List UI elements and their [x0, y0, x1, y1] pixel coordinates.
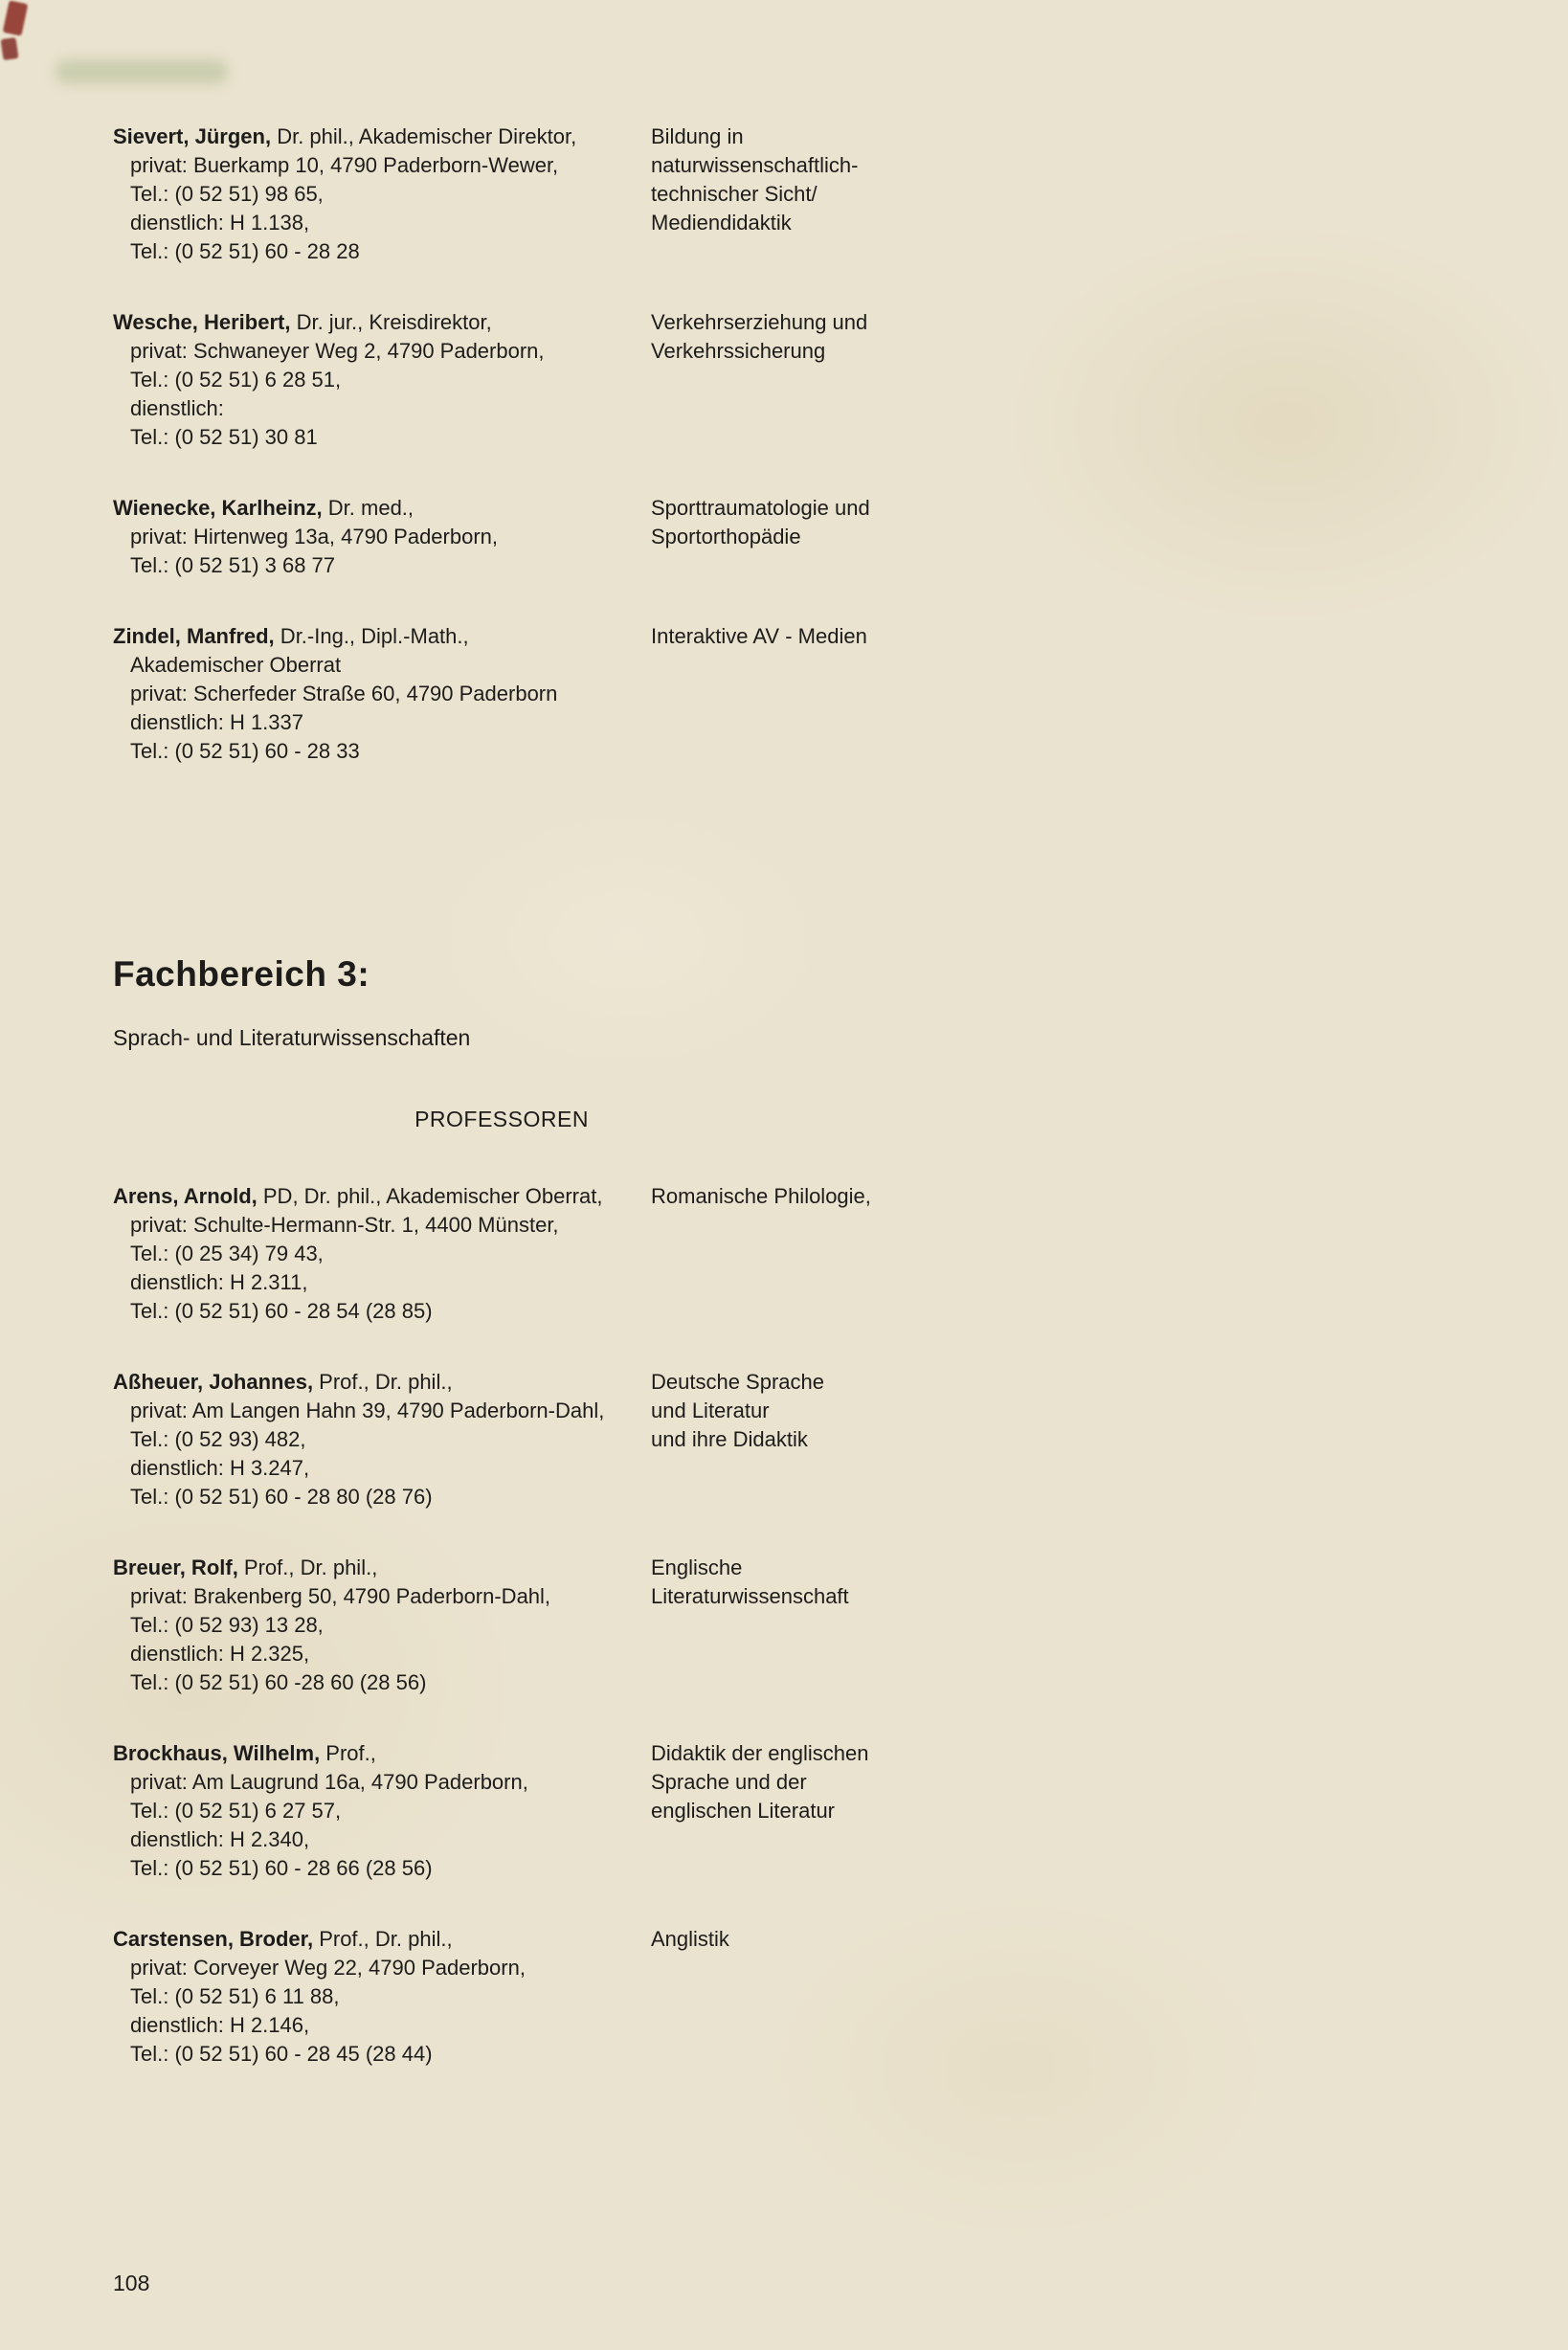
entry-subjects — [651, 622, 1463, 766]
entry-detail-line: Tel.: (0 52 51) 60 - 28 80 (28 76) — [130, 1485, 433, 1509]
entry-name-line — [113, 308, 651, 337]
entry-details — [113, 123, 651, 266]
entry-subjects — [651, 308, 1463, 452]
entry-detail-line: Tel.: (0 52 51) 60 -28 60 (28 56) — [130, 1670, 427, 1694]
subject-line: Mediendidaktik — [651, 211, 792, 235]
entry-detail-line: Tel.: (0 52 51) 3 68 77 — [130, 553, 336, 577]
directory-entry — [113, 308, 1463, 452]
subject-line: technischer Sicht/ — [651, 182, 818, 206]
directory-entry — [113, 1925, 1463, 2069]
subject-line: Sporttraumatologie und — [651, 496, 870, 520]
entry-name-line — [113, 1182, 651, 1211]
entry-detail-line: Tel.: (0 52 51) 60 - 28 45 (28 44) — [130, 2042, 433, 2066]
group-label-professoren: PROFESSOREN — [414, 1107, 589, 1131]
person-name: Breuer, Rolf, — [113, 1555, 238, 1579]
entry-detail-line: Akademischer Oberrat — [130, 653, 342, 677]
entry-subjects — [651, 1925, 1463, 2069]
entry-name-line — [113, 1925, 651, 1954]
subject-line: Anglistik — [651, 1927, 729, 1951]
person-title: Prof., — [320, 1741, 376, 1765]
entry-name-line — [113, 1554, 651, 1582]
subject-line: und ihre Didaktik — [651, 1427, 808, 1451]
section-heading: Fachbereich 3: — [113, 954, 370, 994]
entry-name-line — [113, 1739, 651, 1768]
entry-details — [113, 308, 651, 452]
entry-detail-line: Tel.: (0 52 51) 6 11 88, — [130, 1984, 340, 2008]
person-name: Carstensen, Broder, — [113, 1927, 314, 1951]
subject-line: Sportorthopädie — [651, 525, 801, 548]
entry-name-line — [113, 123, 651, 151]
scan-artifact-green-smudge — [56, 59, 228, 84]
person-title: Dr.-Ing., Dipl.-Math., — [274, 624, 469, 648]
entry-subjects — [651, 1554, 1463, 1697]
subject-line: naturwissenschaftlich- — [651, 153, 859, 177]
entry-details — [113, 1182, 651, 1326]
entry-detail-line: Tel.: (0 52 51) 60 - 28 28 — [130, 239, 360, 263]
directory-list-top — [113, 123, 1463, 766]
entry-subjects — [651, 123, 1463, 266]
subject-line: Romanische Philologie, — [651, 1184, 871, 1208]
entry-subjects — [651, 494, 1463, 580]
subject-line: Bildung in — [651, 124, 744, 148]
entry-detail-line: privat: Corveyer Weg 22, 4790 Paderborn, — [130, 1956, 526, 1980]
entry-detail-line: privat: Brakenberg 50, 4790 Paderborn-Dahl, — [130, 1584, 551, 1608]
person-name: Aßheuer, Johannes, — [113, 1370, 314, 1394]
entry-name-line — [113, 494, 651, 523]
person-title: Prof., Dr. phil., — [313, 1370, 453, 1394]
subject-line: Englische — [651, 1555, 743, 1579]
directory-entry — [113, 1182, 1463, 1326]
entry-detail-line: dienstlich: H 3.247, — [130, 1456, 310, 1480]
entry-details — [113, 622, 651, 766]
scan-artifact-red-mark — [1, 37, 19, 60]
entry-detail-line: privat: Schwaneyer Weg 2, 4790 Paderborn, — [130, 339, 545, 363]
subject-line: Sprache und der — [651, 1770, 807, 1794]
directory-entry — [113, 622, 1463, 766]
entry-detail-line: Tel.: (0 25 34) 79 43, — [130, 1242, 324, 1265]
directory-entry — [113, 1368, 1463, 1511]
entry-detail-line: Tel.: (0 52 51) 60 - 28 33 — [130, 739, 360, 763]
entry-detail-line: Tel.: (0 52 93) 482, — [130, 1427, 306, 1451]
entry-name-line — [113, 1368, 651, 1397]
person-title: Dr. phil., Akademischer Direktor, — [271, 124, 577, 148]
person-name: Arens, Arnold, — [113, 1184, 258, 1208]
scan-artifact-red-mark — [3, 0, 29, 35]
subject-line: Literaturwissenschaft — [651, 1584, 849, 1608]
entry-detail-line: privat: Am Laugrund 16a, 4790 Paderborn, — [130, 1770, 528, 1794]
entry-subjects — [651, 1182, 1463, 1326]
entry-detail-line: privat: Scherfeder Straße 60, 4790 Paderborn — [130, 682, 558, 705]
person-title: Dr. med., — [322, 496, 414, 520]
person-name: Wesche, Heribert, — [113, 310, 291, 334]
subject-line: Deutsche Sprache — [651, 1370, 824, 1394]
entry-name-line — [113, 622, 651, 651]
directory-entry — [113, 123, 1463, 266]
entry-detail-line: dienstlich: — [130, 396, 224, 420]
entry-details — [113, 1368, 651, 1511]
entry-detail-line: Tel.: (0 52 51) 60 - 28 66 (28 56) — [130, 1856, 433, 1880]
directory-entry — [113, 1739, 1463, 1883]
entry-details — [113, 1739, 651, 1883]
entry-detail-line: dienstlich: H 2.340, — [130, 1827, 310, 1851]
entry-details — [113, 494, 651, 580]
entry-subjects — [651, 1739, 1463, 1883]
entry-details — [113, 1554, 651, 1697]
entry-detail-line: dienstlich: H 1.138, — [130, 211, 310, 235]
entry-detail-line: dienstlich: H 2.146, — [130, 2013, 310, 2037]
entry-detail-line: privat: Am Langen Hahn 39, 4790 Paderborn-Dahl, — [130, 1399, 605, 1422]
page-number: 108 — [113, 2271, 150, 2295]
entry-subjects — [651, 1368, 1463, 1511]
subject-line: englischen Literatur — [651, 1799, 836, 1823]
entry-detail-line: Tel.: (0 52 51) 6 28 51, — [130, 368, 342, 392]
subject-line: und Literatur — [651, 1399, 770, 1422]
subject-line: Verkehrssicherung — [651, 339, 826, 363]
entry-detail-line: dienstlich: H 2.311, — [130, 1270, 308, 1294]
subject-line: Verkehrserziehung und — [651, 310, 868, 334]
person-name: Sievert, Jürgen, — [113, 124, 272, 148]
entry-detail-line: Tel.: (0 52 51) 30 81 — [130, 425, 318, 449]
entry-detail-line: privat: Buerkamp 10, 4790 Paderborn-Wewer, — [130, 153, 559, 177]
directory-entry — [113, 494, 1463, 580]
person-name: Zindel, Manfred, — [113, 624, 275, 648]
page-content — [113, 123, 1463, 2069]
entry-detail-line: Tel.: (0 52 93) 13 28, — [130, 1613, 324, 1637]
person-title: Prof., Dr. phil., — [313, 1927, 453, 1951]
entry-detail-line: Tel.: (0 52 51) 60 - 28 54 (28 85) — [130, 1299, 433, 1323]
entry-details — [113, 1925, 651, 2069]
section-subheading: Sprach- und Literaturwissenschaften — [113, 1025, 471, 1050]
entry-detail-line: privat: Hirtenweg 13a, 4790 Paderborn, — [130, 525, 499, 548]
person-title: Prof., Dr. phil., — [237, 1555, 378, 1579]
subject-line: Didaktik der englischen — [651, 1741, 869, 1765]
entry-detail-line: Tel.: (0 52 51) 98 65, — [130, 182, 324, 206]
person-name: Brockhaus, Wilhelm, — [113, 1741, 321, 1765]
directory-entry — [113, 1554, 1463, 1697]
person-title: PD, Dr. phil., Akademischer Oberrat, — [257, 1184, 603, 1208]
entry-detail-line: privat: Schulte-Hermann-Str. 1, 4400 Münster, — [130, 1213, 559, 1237]
entry-detail-line: Tel.: (0 52 51) 6 27 57, — [130, 1799, 342, 1823]
directory-list-professoren — [113, 1182, 1463, 2069]
entry-detail-line: dienstlich: H 1.337 — [130, 710, 303, 734]
person-title: Dr. jur., Kreisdirektor, — [290, 310, 492, 334]
person-name: Wienecke, Karlheinz, — [113, 496, 323, 520]
subject-line: Interaktive AV - Medien — [651, 624, 867, 648]
entry-detail-line: dienstlich: H 2.325, — [130, 1642, 310, 1666]
